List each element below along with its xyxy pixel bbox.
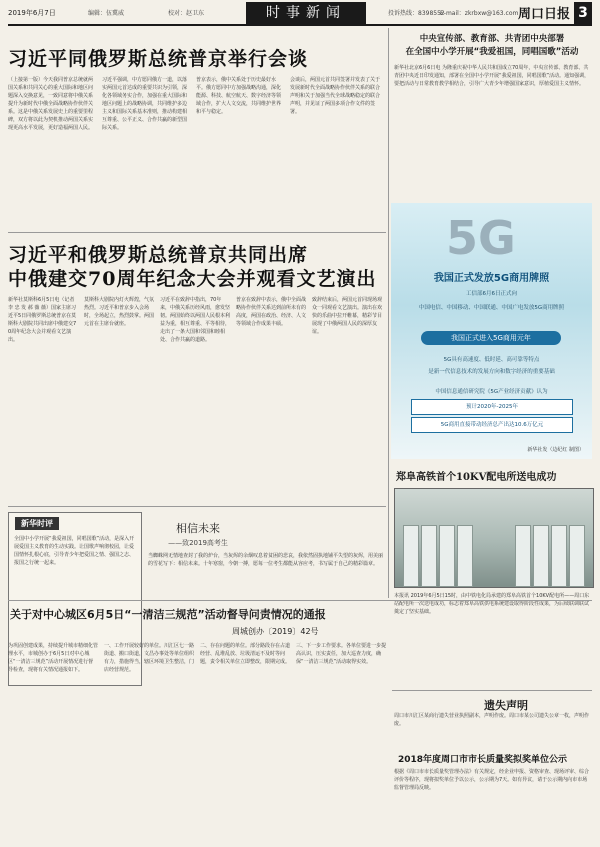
hotline: 投诉热线：8398552 bbox=[388, 10, 445, 17]
5g-banner: 我国正式发放5G商用牌照 bbox=[433, 273, 550, 284]
5g-date-line: 工信部6月6日正式向 bbox=[466, 291, 517, 297]
poem-title: 相信未来 bbox=[176, 522, 220, 535]
second-story-col-1: 新华社莫斯科6月5日电（记者 李 忠 发 郝 薇 薇）国家主席习近平5日同俄罗斯总统普京在莫斯科大剧院共同出席中俄建交70周年纪念大会并观看文艺演出。 bbox=[8, 297, 77, 343]
poem-body: 当蜘蛛网无情地查封了我的炉台，当灰烬的余烟叹息着贫困的悲哀，我依然固执地铺平失望的灰烬，用美丽的雪花写下：相信未来。十年寒窗，今朝一搏，愿每一位考生都能从容应考，书写属于自己的精彩篇章。 bbox=[148, 553, 384, 567]
5g-operators: 中国电信、中国移动、中国联通、中国广电发放5G商用牌照 bbox=[418, 305, 565, 311]
second-story-headline-1: 习近平和俄罗斯总统普京共同出席 bbox=[8, 244, 309, 266]
cabinet-8 bbox=[569, 525, 585, 587]
top-story-col-2: 习近平强调，中方愿同俄方一道，以落实两国元首达成的重要共识为引领，深化各领域务实合作，加强在重大国际和地区问题上的战略协调，共同维护多边主义和国际关系基本准则，推动构建相互尊重、公平正义、合作共赢的新型国际关系。 bbox=[102, 77, 188, 131]
lost-notice-headline: 遗失声明 bbox=[484, 699, 528, 712]
page-number: 3 bbox=[574, 2, 592, 24]
cabinet-4 bbox=[457, 525, 473, 587]
5g-direction: 是新一代信息技术的发展方向和数字经济的重要基础 bbox=[428, 369, 555, 375]
5g-forecast: 中国信息通信研究院《5G产业经济贡献》认为 bbox=[435, 389, 548, 395]
paper-logo: 周口日报 bbox=[517, 7, 570, 22]
issue-date: 2019年6月7日 bbox=[8, 9, 56, 17]
rail-story-headline: 郑阜高铁首个10KV配电所送电成功 bbox=[396, 472, 557, 483]
second-story-col-5: 致辞结束后，两国元首同现场观众一同观看文艺演出。演出在欢快的乐曲中拉开帷幕，精彩节目展现了中俄两国人民的深厚友谊。 bbox=[312, 297, 383, 335]
second-story-headline-2: 中俄建交70周年纪念大会并观看文艺演出 bbox=[8, 268, 377, 290]
notice-col-4: 三、下一步工作要求。各单位要进一步提高认识，压实责任，加大巡查力度，确保“一清洁三规范”活动取得实效。 bbox=[296, 643, 386, 665]
substation-photo bbox=[394, 488, 594, 588]
notice-col-1: 为巩固创建成果，持续提升城市精细化管理水平，市城创办于6月5日对中心城区“一清洁三规范”活动开展情况进行督导检查，现将有关情况通报如下。 bbox=[8, 643, 98, 673]
cabinet-5 bbox=[515, 525, 531, 587]
5g-credit: 新华社发（边纪红 制图） bbox=[527, 447, 584, 453]
section-rule-2 bbox=[8, 506, 386, 507]
column-divider bbox=[388, 28, 389, 598]
notice-col-2: 一、工作开展较好的单位。川汇区七一路街道、搬口街道，文昌办事处等单位组织有力，措施得当，辖区环境卫生整洁，门店经营规范。 bbox=[104, 643, 194, 673]
second-story-col-4: 普京在致辞中表示，俄中全面战略协作伙伴关系达到前所未有的高度，两国在政治、经济、人文等领域合作成果丰硕。 bbox=[236, 297, 306, 327]
section-rule bbox=[8, 232, 386, 233]
top-story-col-4: 会谈后，两国元首共同签署并发表了关于发展新时代全面战略协作伙伴关系的联合声明和关于加强当代全球战略稳定的联合声明，并见证了两国多项合作文件的签署。 bbox=[290, 77, 381, 115]
masthead bbox=[8, 2, 592, 26]
side-story-body: 新华社北京6月6日电 为隆重庆祝中华人民共和国成立70周年，中央宣传部、教育部、共青团中央近日印发通知，部署在全国中小学开展“我爱祖国，同唱国歌”活动。通知强调，要把活动与日常教育教学相结合，引导广大青少年增强国家意识，厚植爱国主义情怀。 bbox=[394, 65, 590, 87]
5g-infographic bbox=[391, 203, 592, 459]
top-story-headline: 习近平同俄罗斯总统普京举行会谈 bbox=[8, 48, 309, 70]
proof-credit: 校对：赵卫东 bbox=[168, 10, 205, 17]
xinhua-body: 全国中小学开展“我爱祖国，同唱国歌”活动，是深入开展爱国主义教育的生动实践。让国歌声响彻校园，让爱国情怀扎根心底，引导青少年把爱国之情、强国之志、报国之行统一起来。 bbox=[14, 536, 135, 566]
section-rule-3 bbox=[8, 600, 592, 601]
top-story-col-3: 普京表示，俄中关系处于历史最好水平。俄方愿同中方加强战略沟通，深化能源、科技、航空航天、数字经济等领域合作，扩大人文交流，共同维护世界和平与稳定。 bbox=[196, 77, 282, 115]
rail-story-body: 本报讯 2019年6月5日15时，由中铁电化局承建的郑阜高铁首个10KV配电所——周口东站配电所一次送电成功，标志着郑阜高铁供电系统建设取得阶段性成果，为后续联调联试奠定了坚实基础。 bbox=[394, 593, 590, 615]
publicity-headline: 2018年度周口市市长质量奖拟奖单位公示 bbox=[398, 755, 568, 765]
poem-author: ——致2019高考生 bbox=[168, 539, 228, 547]
email: E-mail：zkrbxw@163.com bbox=[440, 10, 519, 17]
second-story-col-2: 莫斯科大剧院内灯火辉煌，气氛热烈。习近平和普京步入会场时，全场起立，热烈鼓掌。两国元首在主席台就座。 bbox=[84, 297, 154, 327]
cabinet-6 bbox=[533, 525, 549, 587]
editor-credit: 编辑：伍冀威 bbox=[88, 10, 125, 17]
section-title: 时事新闻 bbox=[246, 2, 366, 24]
second-story-col-3: 习近平在致辞中指出，70年来，中俄关系历经风雨，愈发坚韧。两国始终以两国人民根本利益为重，相互尊重、平等相待，走出了一条大国和邻国和睦相处、合作共赢的道路。 bbox=[160, 297, 230, 343]
5g-pill: 我国正式进入5G商用元年 bbox=[421, 331, 561, 345]
5g-stat-1: 预计2020年-2025年 bbox=[411, 399, 573, 415]
5g-big-text: 5G bbox=[446, 211, 516, 265]
cabinet-2 bbox=[421, 525, 437, 587]
xinhua-title: 新华时评 bbox=[15, 517, 59, 530]
cabinet-3 bbox=[439, 525, 455, 587]
cabinet-7 bbox=[551, 525, 567, 587]
notice-doc-number: 周城创办〔2019〕42号 bbox=[232, 627, 319, 636]
cabinet-1 bbox=[403, 525, 419, 587]
notice-headline: 关于对中心城区6月5日“一清洁三规范”活动督导问责情况的通报 bbox=[10, 608, 326, 621]
5g-features: 5G具有高速度、低时延、高可靠等特点 bbox=[443, 357, 540, 363]
5g-stat-2: 5G商用直接带动经济总产出达10.6万亿元 bbox=[411, 417, 573, 433]
notice-col-3: 二、存在问题的单位。部分路段存在占道经营、乱堆乱放、垃圾清运不及时等问题，责令相关单位立即整改，限期完成。 bbox=[200, 643, 290, 665]
publicity-body: 根据《周口市市长质量奖管理办法》有关规定，经企业申报、资格审查、现场评审、综合评价等程序，现将拟奖单位予以公示，公示期为7天。如有异议，请于公示期内向市市场监督管理局反映。 bbox=[394, 769, 590, 791]
side-story-headline: 中央宣传部、教育部、共青团中央部署 在全国中小学开展“我爱祖国，同唱国歌”活动 bbox=[405, 34, 579, 57]
top-story-col-1: （上接第一版）今天我同普京总统就两国关系和共同关心的重大国际和地区问题深入交换意见，一致同意将中俄关系提升为新时代中俄全面战略协作伙伴关系。这是中俄关系发展史上的重要里程碑，双方将以此为契机推动两国关系实现更高水平发展，更好造福两国人民。 bbox=[8, 77, 94, 131]
lost-notice-body: 周口市川汇区某商行遗失营业执照副本，声明作废。周口市某公司遗失公章一枚，声明作废。 bbox=[394, 713, 590, 727]
ad-rule bbox=[392, 690, 592, 691]
